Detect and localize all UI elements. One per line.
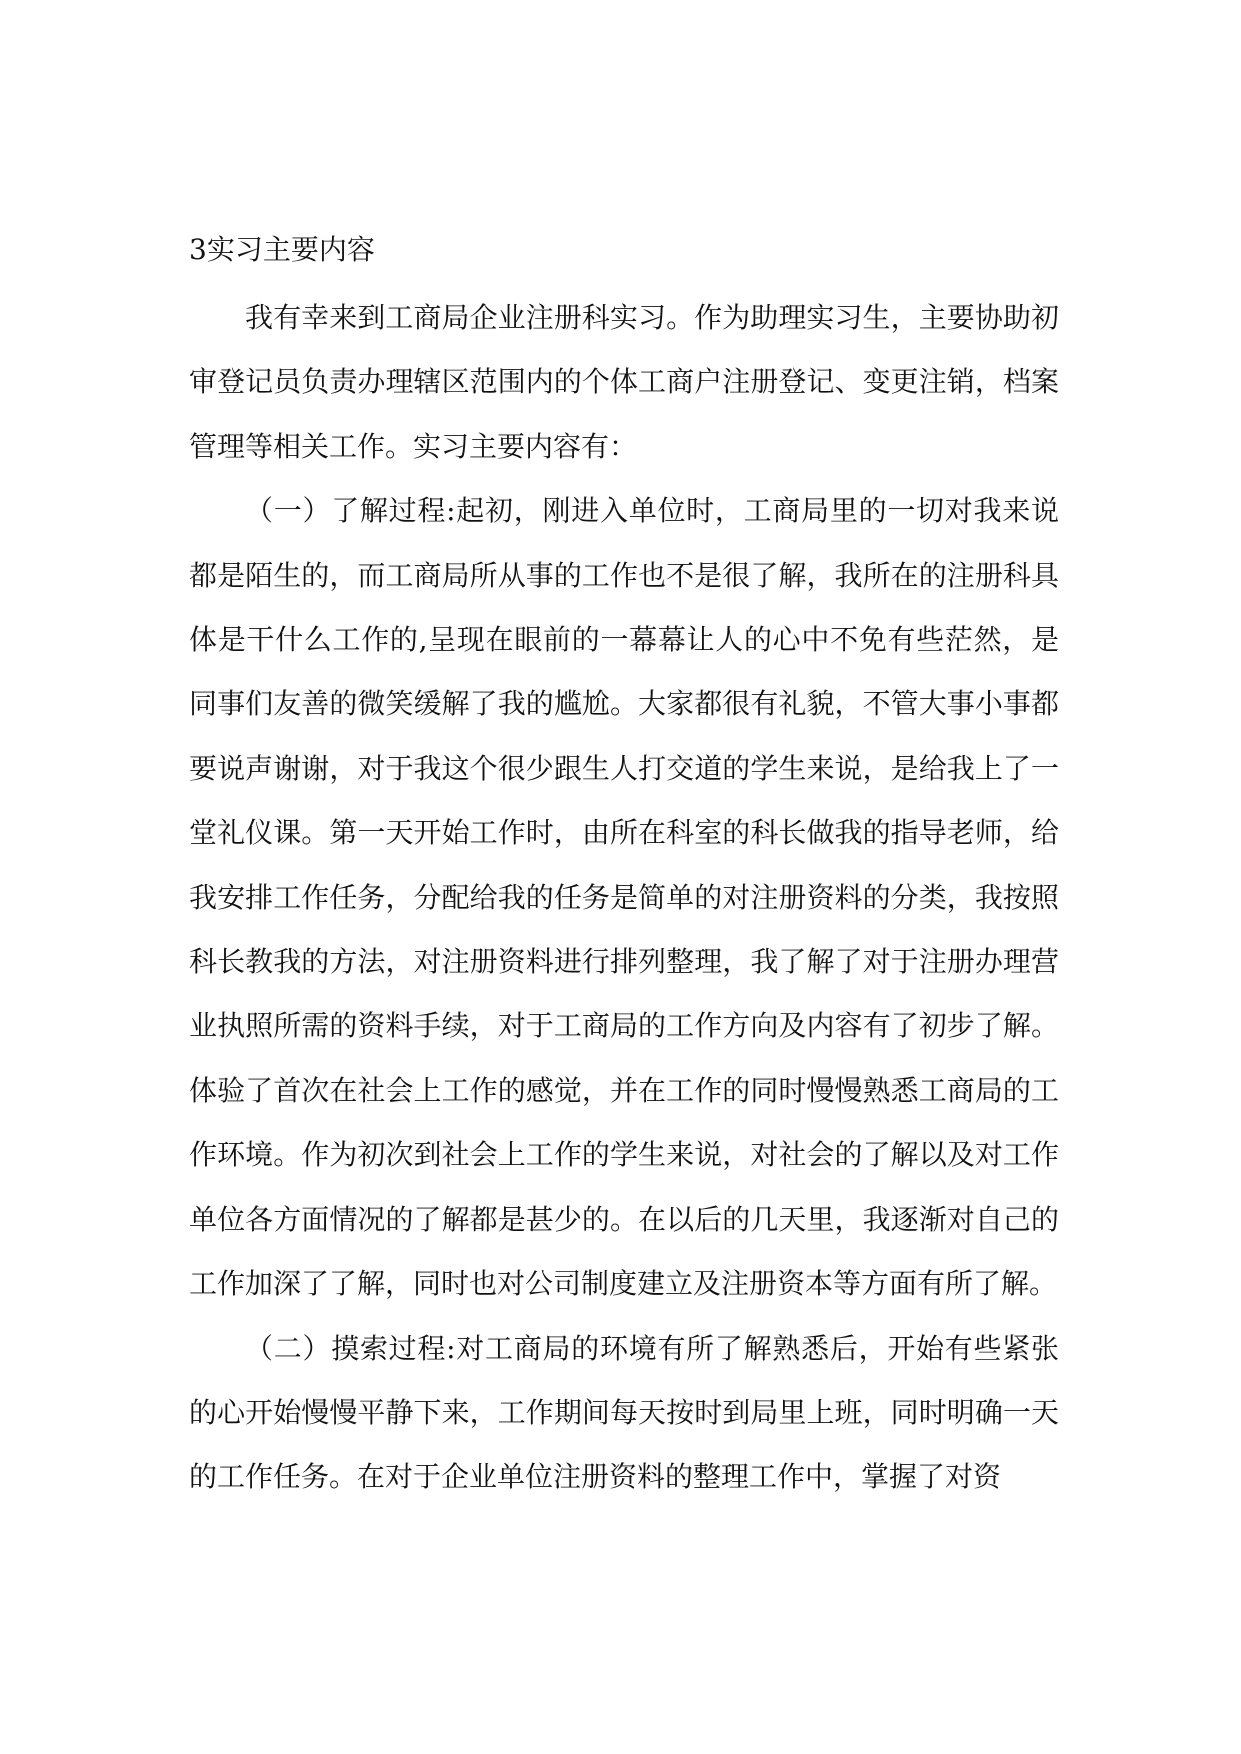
- document-body: [189, 222, 1059, 1510]
- paragraph-exploring-process: （二）摸索过程:对工商局的环境有所了解熟悉后，开始有些紧张的心开始慢慢平静下来，工作期间每天按时到局里上班，同时明确一天的工作任务。在对于企业单位注册资料的整理工作中，掌握了对资: [189, 1331, 1059, 1494]
- paragraph-understanding-process: （一）了解过程:起初，刚进入单位时，工商局里的一切对我来说都是陌生的，而工商局所从事的工作也不是很了解，我所在的注册科具体是干什么工作的,呈现在眼前的一幕幕让人的心中不免有些茫然，是同事们友善的微笑缓解了我的尴尬。大家都很有礼貌，不管大事小事都要说声谢谢，对于我这个很少跟生人打交道的学生来说，是给我上了一堂礼仪课。第一天开始工作时，由所在科室的科长做我的指导老师，给我安排工作任务，分配给我的任务是简单的对注册资料的分类，我按照科长教我的方法，对注册资料进行排列整理，我了解了对于注册办理营业执照所需的资料手续，对于工商局的工作方向及内容有了初步了解。体验了首次在社会上工作的感觉，并在工作的同时慢慢熟悉工商局的工作环境。作为初次到社会上工作的学生来说，对社会的了解以及对工作单位各方面情况的了解都是甚少的。在以后的几天里，我逐渐对自己的工作加深了了解，同时也对公司制度建立及注册资本等方面有所了解。: [189, 494, 1059, 1301]
- section-heading: 3实习主要内容: [189, 233, 375, 266]
- paragraph-intro: 我有幸来到工商局企业注册科实习。作为助理实习生，主要协助初审登记员负责办理辖区范围内的个体工商户注册登记、变更注销，档案管理等相关工作。实习主要内容有：: [189, 301, 1059, 463]
